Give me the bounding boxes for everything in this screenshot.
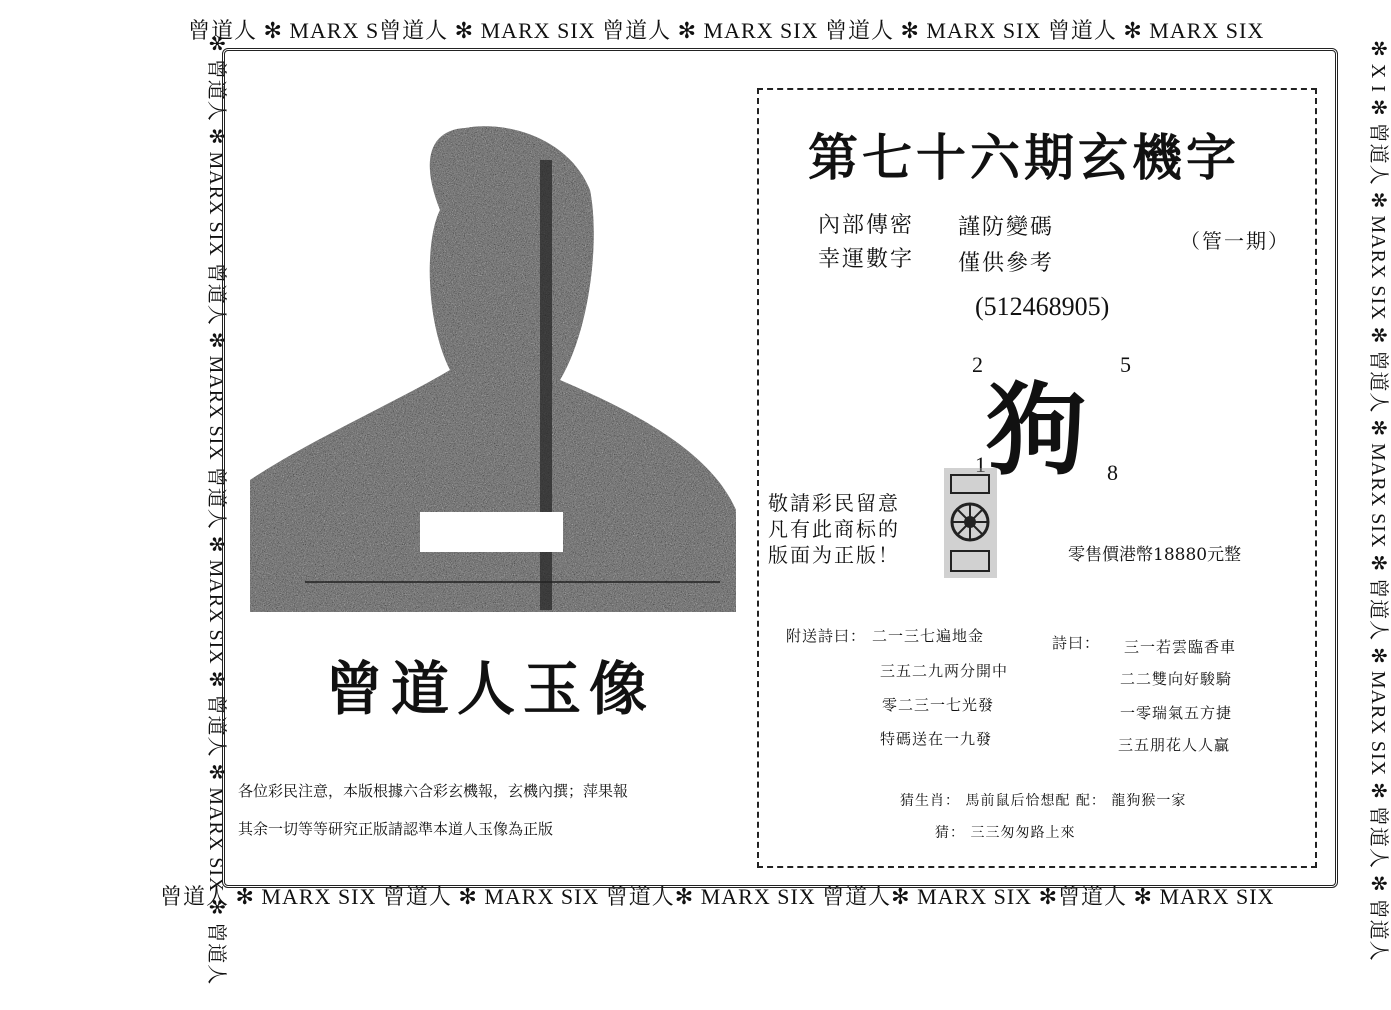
border-bottom-text: 曾道人 ✻ MARX SIX 曾道人 ✻ MARX SIX 曾道人✻ MARX SIX 曾道人✻ MARX SIX ✻曾道人 ✻ MARX SIX	[160, 884, 1275, 909]
poem-left-line-2: 三五二九两分開中	[880, 662, 1009, 680]
poem-right-line-3: 一零瑞氣五方捷	[1120, 704, 1233, 722]
row1-left: 內部傳密	[818, 213, 915, 238]
number-top-left: 2	[972, 352, 983, 377]
poem-left-line-3: 零二三一七光發	[882, 696, 995, 714]
warning-line-1: 敬請彩民留意	[768, 491, 900, 515]
warning-line-3: 版面为正版！	[768, 543, 900, 567]
warning-line-2: 凡有此商标的	[768, 517, 900, 541]
serial-number: (512468905)	[975, 292, 1110, 321]
row2-left: 幸運數字	[818, 247, 915, 272]
redaction-box	[420, 512, 563, 552]
notice-line-2: 其余一切等等研究正版請認準本道人玉像為正版	[238, 820, 554, 838]
poem-left-line-4: 特碼送在一九發	[880, 730, 993, 748]
notice-line-1: 各位彩民注意，本版根據六合彩玄機報，玄機內撰；萍果報	[238, 782, 629, 800]
number-top-right: 5	[1120, 352, 1131, 377]
portrait-title: 曾道人玉像	[325, 655, 656, 723]
poem-right-line-1: 三一若雲臨香車	[1124, 638, 1237, 656]
poem-right-line-4: 三五朋花人人贏	[1118, 736, 1231, 754]
guess-line: 猜： 三三匆匆路上來	[935, 825, 1076, 841]
border-left-text: ✻ 曾道人 ✻ MARX SIX 曾道人 ✻ MARX SIX 曾道人 ✻ MARX SIX ✻ 曾道人 ✻ MARX SIX ✻ 曾道人	[205, 35, 227, 986]
border-right-text: ✻ X I ✻ 曾道人 ✻ MARX SIX ✻ 曾道人 ✻ MARX SIX ✻ 曾道人 ✻ MARX SIX ✻ 曾道人 ✻ 曾道人	[1367, 40, 1389, 962]
poem-right-line-2: 二二雙向好駿騎	[1120, 670, 1233, 688]
number-bottom-left: 1	[975, 452, 986, 477]
number-bottom-right: 8	[1107, 460, 1118, 485]
poem-right-label: 詩曰：	[1052, 634, 1101, 652]
trademark-stamp-icon	[943, 467, 998, 579]
poem-left-line-1: 二一三七遍地金	[872, 627, 985, 645]
zodiac-guess: 猜生肖： 馬前鼠后恰想配 配： 龍狗猴一家	[900, 793, 1187, 809]
authenticity-warning	[768, 490, 900, 568]
row2-right: 僅供參考	[958, 251, 1055, 276]
mystery-character: 狗	[986, 371, 1086, 489]
issue-title: 第七十六期玄機字	[808, 128, 1240, 187]
poem-left-label: 附送詩曰：	[786, 627, 867, 645]
row1-right: 謹防變碼	[958, 215, 1055, 240]
validity-note: （管一期）	[1180, 229, 1290, 253]
retail-price: 零售價港幣18880元整	[1068, 545, 1242, 565]
border-top-text: 曾道人 ✻ MARX S曾道人 ✻ MARX SIX 曾道人 ✻ MARX SIX 曾道人 ✻ MARX SIX 曾道人 ✻ MARX SIX	[188, 18, 1265, 43]
